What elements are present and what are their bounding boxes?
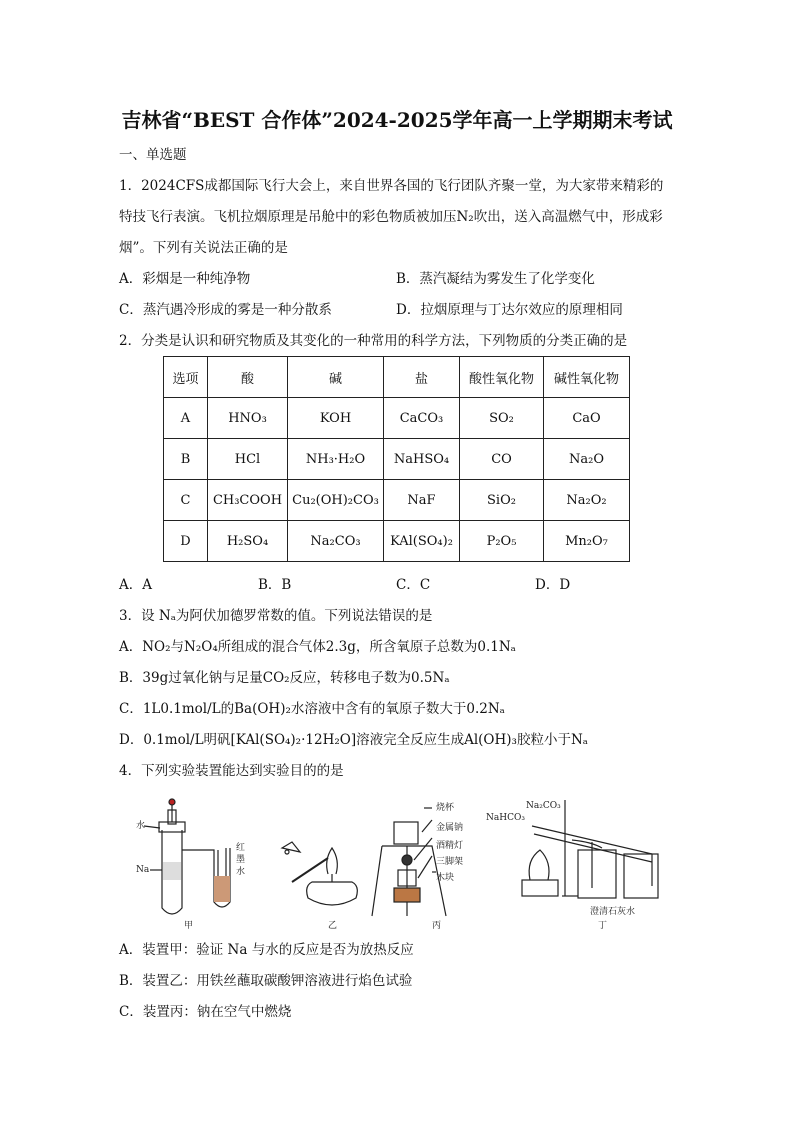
table-cell: Cu₂(OH)₂CO₃	[288, 480, 384, 521]
table-cell: KAl(SO₄)₂	[384, 521, 460, 562]
header-cell: 盐	[384, 357, 460, 398]
table-cell: D	[164, 521, 208, 562]
label-na: Na	[136, 865, 150, 875]
table-cell: NaHSO₄	[384, 439, 460, 480]
question-1-line-3: 烟”。下列有关说法正确的是	[119, 240, 288, 256]
question-3-option-c: C．1L0.1mol/L的Ba(OH)₂水溶液中含有的氧原子数大于0.2Nₐ	[119, 701, 505, 717]
apparatus-bing	[372, 808, 446, 916]
apparatus-ding	[522, 800, 658, 898]
question-1-option-c: C．蒸汽遇冷形成的雾是一种分散系	[119, 302, 332, 318]
label-na2co3: Na₂CO₃	[526, 801, 561, 811]
header-cell: 酸	[208, 357, 288, 398]
label-water: 水	[136, 821, 146, 831]
table-cell: NH₃·H₂O	[288, 439, 384, 480]
page-title: 吉林省“BEST 合作体”2024-2025学年高一上学期期末考试	[121, 108, 673, 132]
table-cell: CO	[460, 439, 544, 480]
question-3-stem: 3．设 Nₐ为阿伏加德罗常数的值。下列说法错误的是	[119, 608, 433, 624]
table-cell: Mn₂O₇	[544, 521, 630, 562]
question-3-option-a: A．NO₂与N₂O₄所组成的混合气体2.3g，所含氧原子总数为0.1Nₐ	[119, 639, 516, 655]
question-2-stem: 2．分类是认识和研究物质及其变化的一种常用的科学方法，下列物质的分类正确的是	[119, 333, 628, 349]
label-ding: 丁	[598, 921, 608, 930]
label-limewater: 澄清石灰水	[590, 907, 636, 917]
label-ink-1: 红	[236, 843, 246, 853]
table-row	[164, 521, 630, 562]
label-metal-na: 金属钠	[436, 823, 464, 833]
question-4-option-a: A．装置甲：验证 Na 与水的反应是否为放热反应	[119, 942, 414, 958]
question-3-option-b: B．39g过氧化钠与足量CO₂反应，转移电子数为0.5Nₐ	[119, 670, 450, 686]
question-3-option-d: D．0.1mol/L明矾[KAl(SO₄)₂·12H₂O]溶液完全反应生成Al(OH)₃胶粒小于Nₐ	[119, 732, 588, 748]
table-cell: Na₂O₂	[544, 480, 630, 521]
table-cell: SO₂	[460, 398, 544, 439]
table-cell: P₂O₅	[460, 521, 544, 562]
label-beaker: 烧杯	[436, 803, 455, 813]
label-ink-3: 水	[236, 867, 246, 877]
table-cell: C	[164, 480, 208, 521]
label-jia: 甲	[184, 921, 194, 930]
question-1-option-d: D．拉烟原理与丁达尔效应的原理相同	[396, 302, 623, 318]
question-1-option-a: A．彩烟是一种纯净物	[119, 271, 251, 287]
table-cell: B	[164, 439, 208, 480]
apparatus-figure	[132, 790, 692, 930]
table-cell: A	[164, 398, 208, 439]
table-cell: Na₂CO₃	[288, 521, 384, 562]
apparatus-jia	[144, 799, 230, 914]
question-2-option-b: B．B	[258, 577, 292, 593]
question-2-option-d: D．D	[535, 577, 571, 593]
question-1-line-1: 1．2024CFS成都国际飞行大会上，来自世界各国的飞行团队齐聚一堂，为大家带来精彩的	[119, 178, 664, 194]
table-cell: SiO₂	[460, 480, 544, 521]
header-cell: 选项	[164, 357, 208, 398]
header-cell: 酸性氧化物	[460, 357, 544, 398]
label-lamp: 酒精灯	[436, 841, 464, 851]
table-cell: CH₃COOH	[208, 480, 288, 521]
table-cell: CaCO₃	[384, 398, 460, 439]
table-header-row	[164, 357, 630, 398]
header-cell: 碱	[288, 357, 384, 398]
table-cell: HCl	[208, 439, 288, 480]
section-heading: 一、单选题	[119, 147, 187, 163]
table-row	[164, 398, 630, 439]
label-tripod: 三脚架	[436, 857, 464, 867]
table-cell: Na₂O	[544, 439, 630, 480]
table-cell: CaO	[544, 398, 630, 439]
question-1-line-2: 特技飞行表演。飞机拉烟原理是吊舱中的彩色物质被加压N₂吹出，送入高温燃气中，形成彩	[119, 209, 663, 225]
question-4-stem: 4．下列实验装置能达到实验目的的是	[119, 763, 344, 779]
label-ink-2: 墨	[236, 855, 246, 865]
label-nahco3: NaHCO₃	[486, 813, 525, 823]
table-cell: HNO₃	[208, 398, 288, 439]
table-cell: KOH	[288, 398, 384, 439]
table-cell: NaF	[384, 480, 460, 521]
question-2-option-a: A．A	[119, 577, 152, 593]
question-4-option-c: C．装置丙：钠在空气中燃烧	[119, 1004, 292, 1020]
label-yi: 乙	[328, 921, 338, 930]
table-row	[164, 480, 630, 521]
label-block: 木块	[436, 873, 455, 883]
question-2-option-c: C．C	[396, 577, 431, 593]
apparatus-yi	[282, 842, 357, 905]
header-cell: 碱性氧化物	[544, 357, 630, 398]
table-cell: H₂SO₄	[208, 521, 288, 562]
classification-table	[163, 356, 630, 562]
table-row	[164, 439, 630, 480]
label-bing: 丙	[432, 921, 442, 930]
question-1-option-b: B．蒸汽凝结为雾发生了化学变化	[396, 271, 595, 287]
question-4-option-b: B．装置乙：用铁丝蘸取碳酸钾溶液进行焰色试验	[119, 973, 413, 989]
